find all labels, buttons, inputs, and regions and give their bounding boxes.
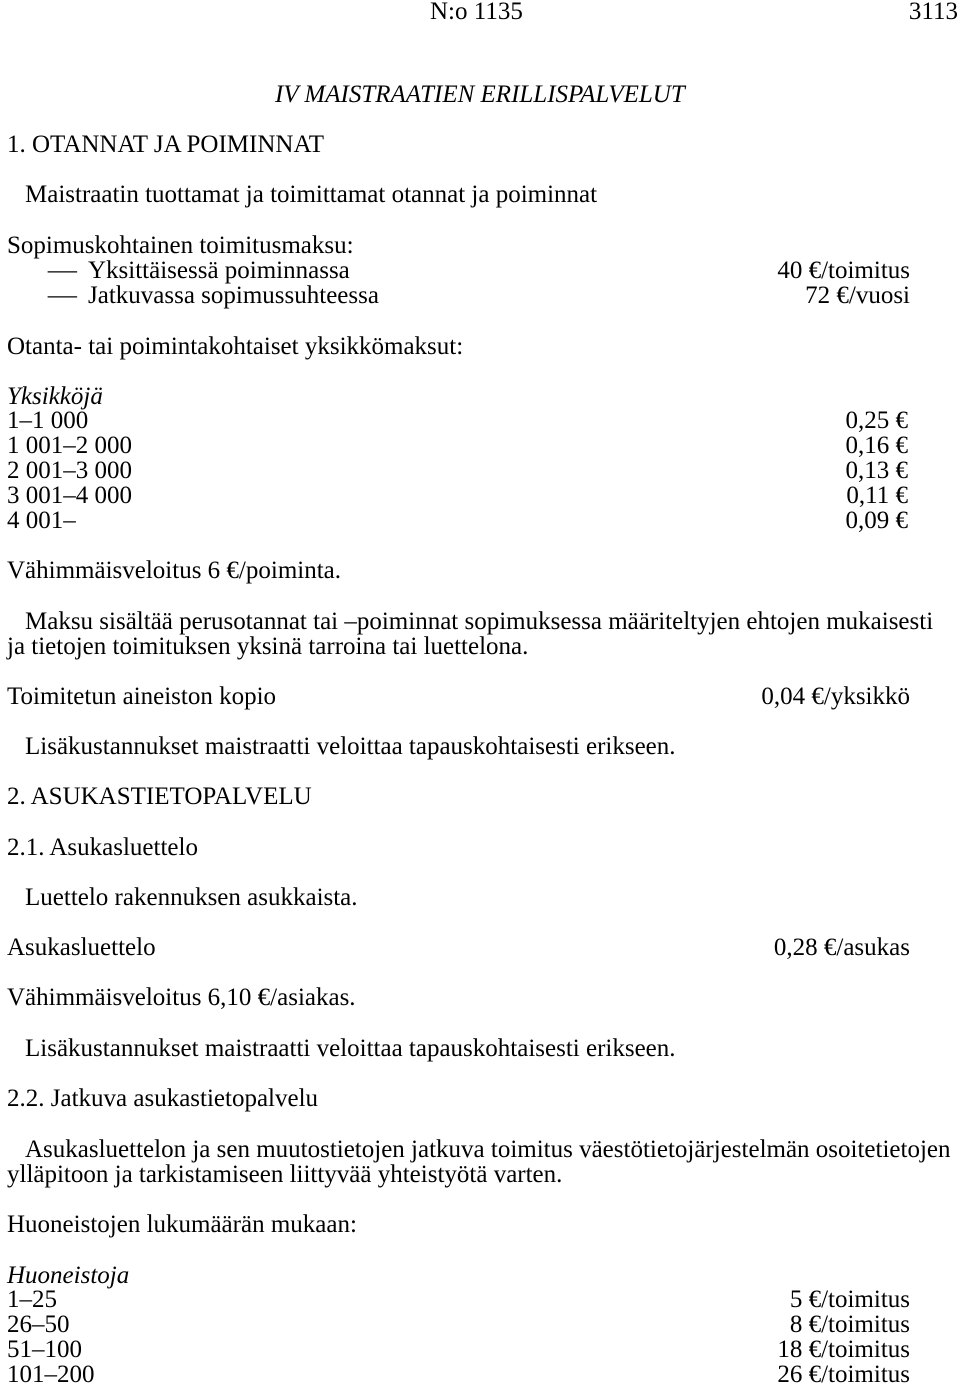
unit-fees-label (0, 333, 960, 360)
pricing-basis (0, 1211, 960, 1238)
apartment-table-row (0, 1286, 960, 1313)
unit-table-row (0, 482, 960, 509)
unit-price: 0,16 € (845, 432, 908, 459)
fee-item (0, 257, 960, 284)
fee-item-price: 72 €/vuosi (805, 282, 910, 309)
apartment-price: 26 €/toimitus (777, 1361, 910, 1385)
minimum-charge (0, 557, 960, 584)
page-header (0, 0, 960, 25)
apartment-table-header-text: Huoneistoja (7, 1262, 130, 1289)
copy-fee-price: 0,04 €/yksikkö (761, 683, 910, 710)
description-line-text: ylläpitoon ja tarkistamiseen liittyvää yhteistyötä varten. (7, 1161, 563, 1188)
fee-item-price: 40 €/toimitus (777, 257, 910, 284)
unit-price: 0,13 € (845, 457, 908, 484)
extra-costs-text: Lisäkustannukset maistraatti veloittaa tapauskohtaisesti erikseen. (25, 733, 676, 760)
pricing-basis-text: Huoneistojen lukumäärän mukaan: (7, 1211, 357, 1238)
unit-range: 1–1 000 (7, 407, 89, 434)
unit-table-row (0, 457, 960, 484)
minimum-charge-text: Vähimmäisveloitus 6,10 €/asiakas. (7, 984, 356, 1011)
unit-table-row (0, 407, 960, 434)
note-line-text: ja tietojen toimituksen yksinä tarroina tai luettelona. (7, 633, 529, 660)
unit-range: 3 001–4 000 (7, 482, 132, 509)
unit-table-row (0, 507, 960, 534)
description-line (0, 1136, 960, 1163)
section-1-intro-text: Maistraatin tuottamat ja toimittamat otannat ja poiminnat (25, 181, 598, 208)
section-2-heading (0, 783, 960, 810)
fee-item (0, 282, 960, 309)
apartment-price: 5 €/toimitus (789, 1286, 910, 1313)
unit-range: 1 001–2 000 (7, 432, 132, 459)
apartment-table-header (0, 1262, 960, 1289)
list-dash: – (48, 257, 77, 284)
unit-range: 4 001– (7, 507, 76, 534)
unit-table-header-text: Yksikköjä (7, 383, 103, 410)
section-1-heading-text: 1. OTANNAT JA POIMINNAT (7, 131, 324, 158)
fee-label-text: Sopimuskohtainen toimitusmaksu: (7, 232, 354, 259)
resident-list-price: 0,28 €/asukas (773, 934, 910, 961)
unit-fees-label-text: Otanta- tai poimintakohtaiset yksikkömaksut: (7, 333, 464, 360)
chapter-title-text: IV MAISTRAATIEN ERILLISPALVELUT (275, 81, 685, 108)
apartment-table-row (0, 1361, 960, 1385)
apartment-price: 18 €/toimitus (777, 1336, 910, 1363)
fee-item-label: Yksittäisessä poiminnassa (88, 257, 350, 284)
resident-list-label: Asukasluettelo (7, 934, 156, 961)
extra-costs (0, 1035, 960, 1062)
resident-list-fee (0, 934, 960, 961)
apartment-table-row (0, 1311, 960, 1338)
apartment-range: 1–25 (7, 1286, 57, 1313)
copy-fee-label: Toimitetun aineiston kopio (7, 683, 277, 710)
note-line (0, 608, 960, 635)
description-line-text: Asukasluettelon ja sen muutostietojen jatkuva toimitus väestötietojärjestelmän osoitetietojen (25, 1136, 951, 1163)
minimum-charge (0, 984, 960, 1011)
apartment-range: 51–100 (7, 1336, 82, 1363)
section-1-heading (0, 131, 960, 158)
statute-number: N:o 1135 (430, 0, 523, 25)
minimum-charge-text: Vähimmäisveloitus 6 €/poiminta. (7, 557, 341, 584)
subsection-2-2-heading-text: 2.2. Jatkuva asukastietopalvelu (7, 1085, 319, 1112)
chapter-title (0, 81, 960, 108)
unit-table-header (0, 383, 960, 410)
fee-label (0, 232, 960, 259)
extra-costs-text: Lisäkustannukset maistraatti veloittaa tapauskohtaisesti erikseen. (25, 1035, 676, 1062)
subsection-2-2-heading (0, 1085, 960, 1112)
extra-costs (0, 733, 960, 760)
unit-table-row (0, 432, 960, 459)
list-dash: – (48, 282, 77, 309)
page-number: 3113 (908, 0, 958, 25)
section-2-heading-text: 2. ASUKASTIETOPALVELU (7, 783, 312, 810)
note-line (0, 633, 960, 660)
unit-range: 2 001–3 000 (7, 457, 132, 484)
copy-fee (0, 683, 960, 710)
subsection-2-1-heading-text: 2.1. Asukasluettelo (7, 834, 198, 861)
subsection-2-1-description (0, 884, 960, 911)
unit-price: 0,25 € (845, 407, 908, 434)
note-line-text: Maksu sisältää perusotannat tai –poiminnat sopimuksessa määriteltyjen ehtojen mukaisesti (25, 608, 934, 635)
fee-item-label: Jatkuvassa sopimussuhteessa (88, 282, 379, 309)
apartment-range: 101–200 (7, 1361, 95, 1385)
apartment-table-row (0, 1336, 960, 1363)
description-line (0, 1161, 960, 1188)
subsection-2-1-description-text: Luettelo rakennuksen asukkaista. (25, 884, 358, 911)
section-1-intro (0, 181, 960, 208)
unit-price: 0,09 € (845, 507, 908, 534)
apartment-range: 26–50 (7, 1311, 70, 1338)
unit-price: 0,11 € (846, 482, 908, 509)
apartment-price: 8 €/toimitus (789, 1311, 910, 1338)
subsection-2-1-heading (0, 834, 960, 861)
